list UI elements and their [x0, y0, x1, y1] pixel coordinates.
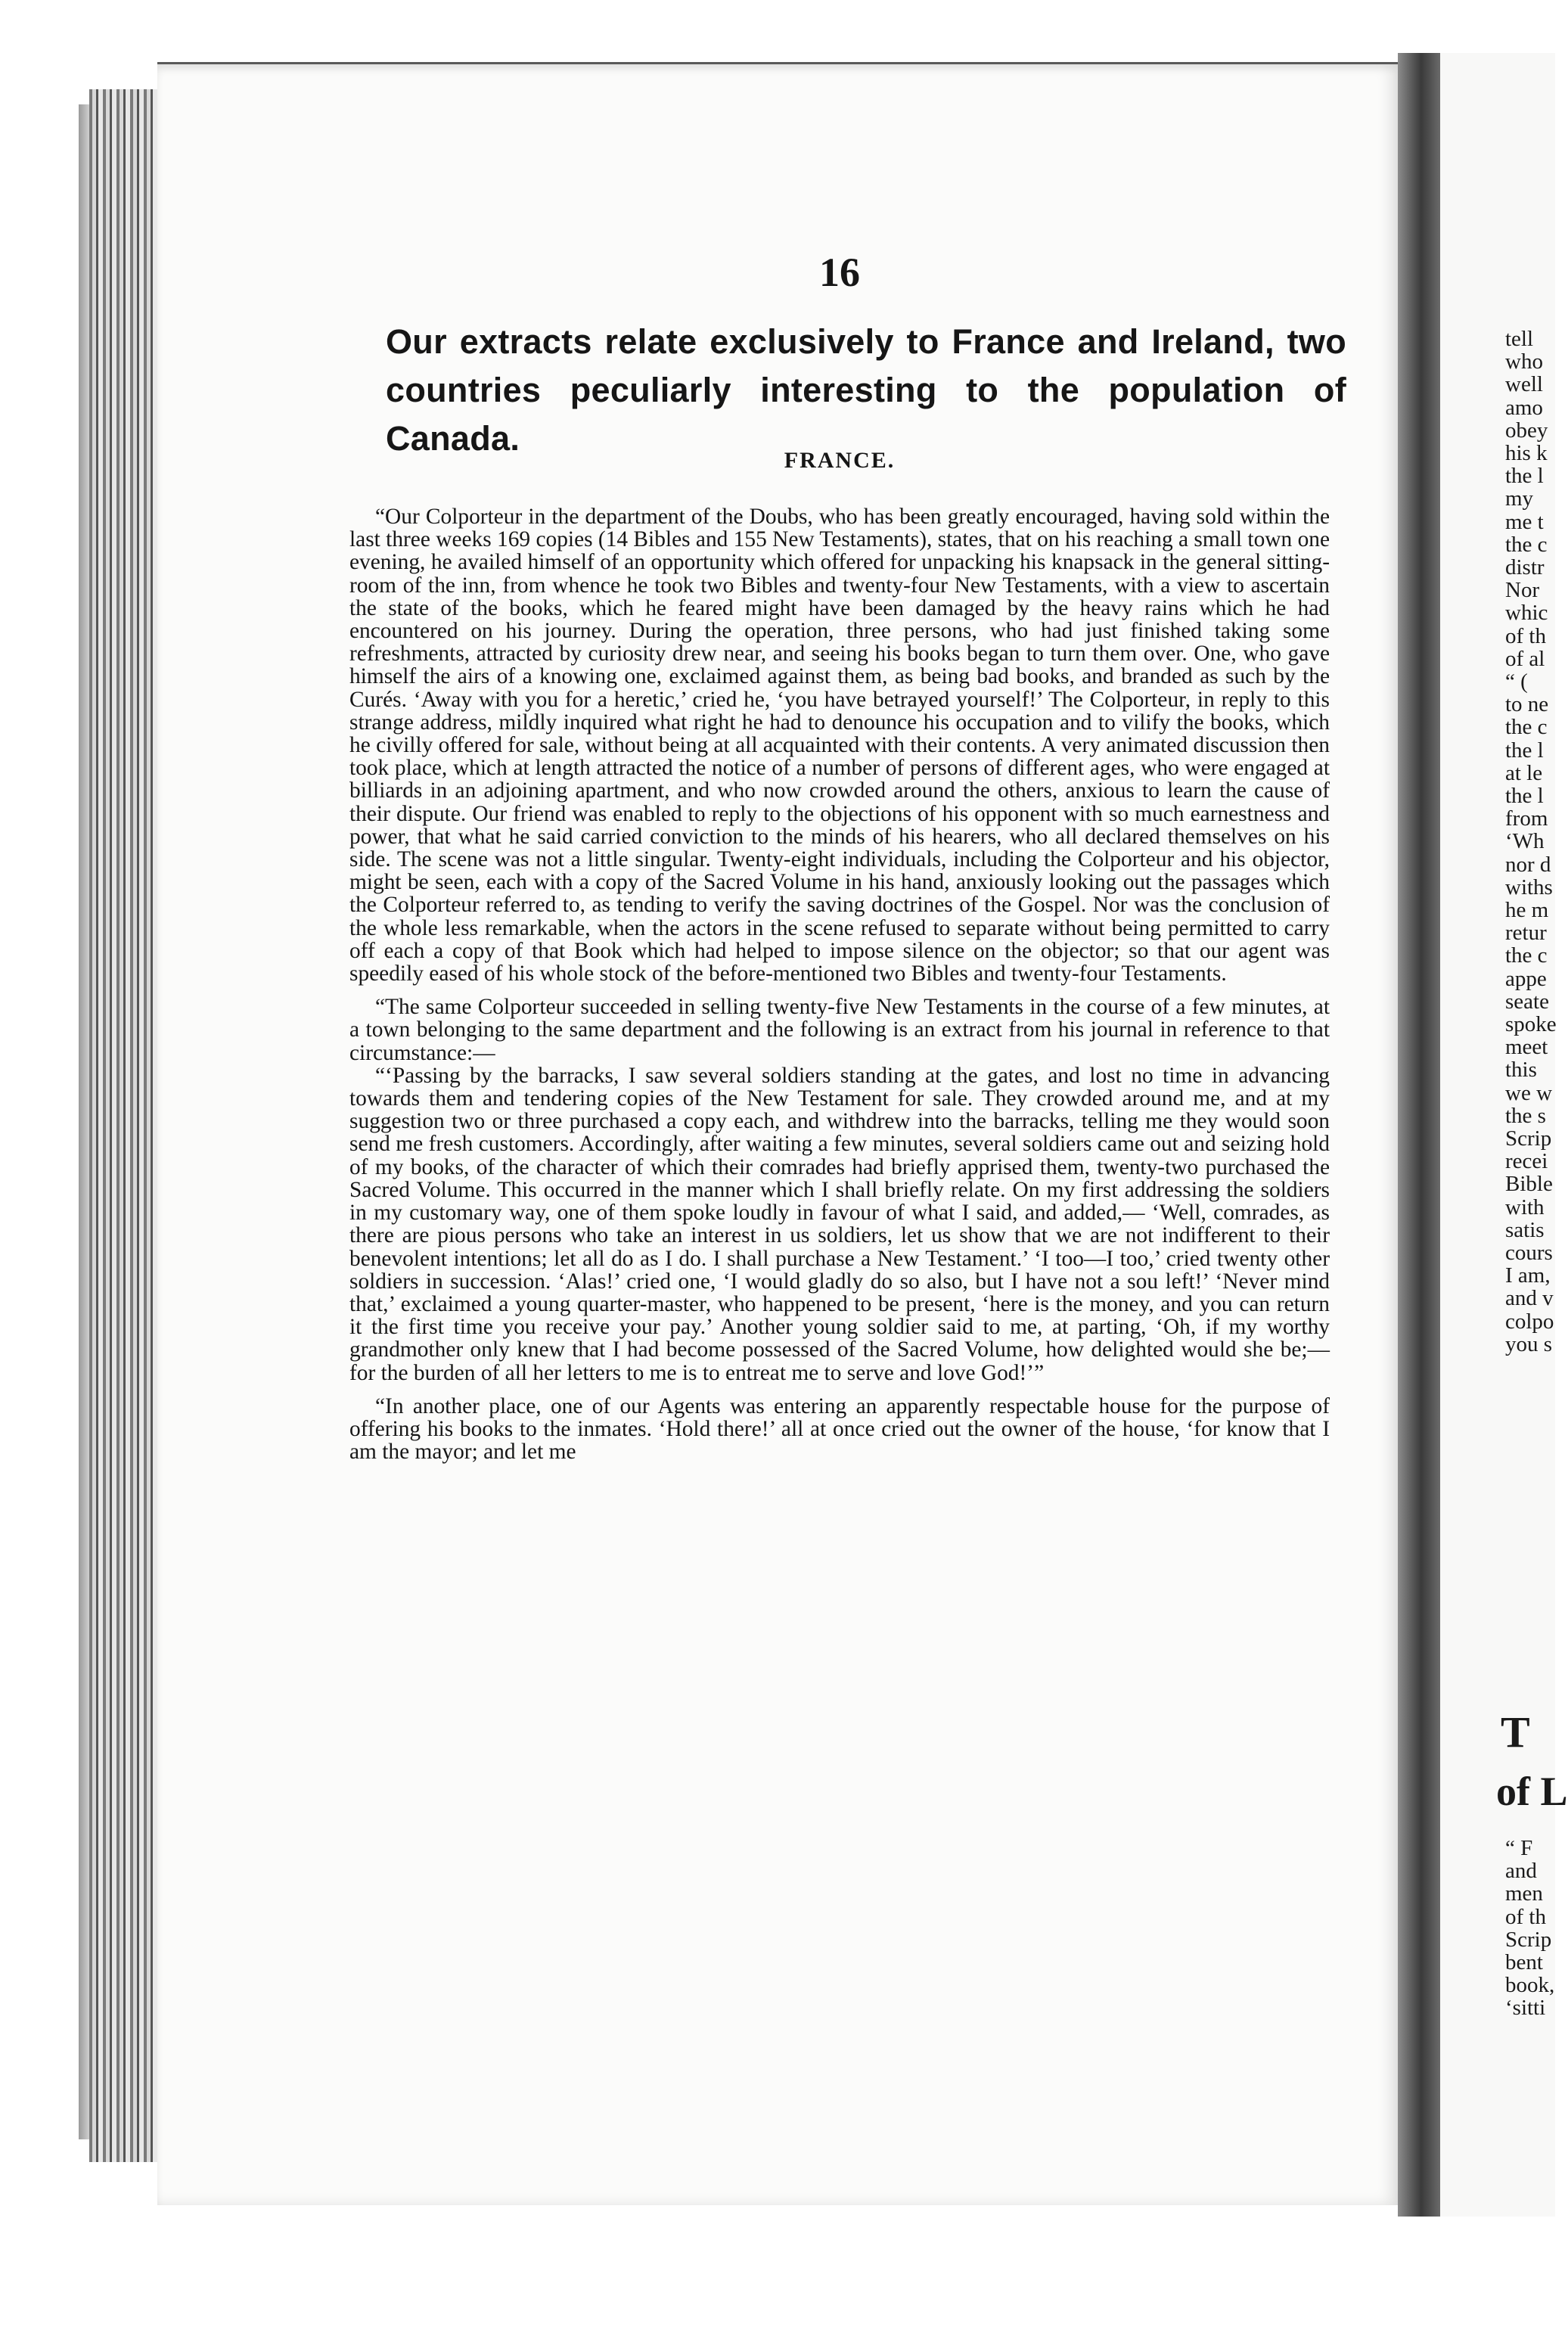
- facing-page-line: Bible: [1505, 1172, 1553, 1197]
- facing-page-line: the l: [1505, 464, 1544, 489]
- facing-page-line: withs: [1505, 875, 1553, 899]
- facing-page-line: amo: [1505, 395, 1543, 420]
- facing-page-line: with: [1505, 1195, 1545, 1219]
- facing-page-line: of th: [1505, 1904, 1546, 1929]
- facing-page-line: retur: [1505, 921, 1547, 946]
- facing-page-line: we w: [1505, 1080, 1553, 1105]
- facing-page-line: meet: [1505, 1035, 1548, 1060]
- facing-page-line: Scrip: [1505, 1126, 1552, 1151]
- facing-page-line: the l: [1505, 784, 1544, 808]
- facing-page-line: whic: [1505, 601, 1548, 626]
- facing-page-line: men: [1505, 1881, 1543, 1906]
- facing-page-line: bent: [1505, 1950, 1543, 1974]
- facing-page-line: from: [1505, 806, 1548, 831]
- facing-page-line: who: [1505, 350, 1543, 374]
- facing-page-heading: T: [1501, 1707, 1530, 1757]
- facing-page-line: the c: [1505, 532, 1548, 557]
- facing-page-line: book,: [1505, 1973, 1555, 1998]
- facing-page-line: colpo: [1505, 1309, 1554, 1334]
- facing-page-line: and v: [1505, 1286, 1554, 1311]
- book-edge: [89, 89, 157, 2162]
- facing-page-line: my: [1505, 486, 1534, 511]
- facing-page-line: cours: [1505, 1241, 1553, 1265]
- facing-page-line: “ (: [1505, 669, 1528, 694]
- paragraph: “‘Passing by the barracks, I saw several soldiers standing at the gates, and lost no time in advancing towards them and tendering copies of the New Testament for sale. They crowded around me, and at my suggestion two or three purchased a copy each, and withdrew into the barracks, telling me they would soon send me fresh customers. Accordingly, after waiting a few minutes, several soldiers came out and seizing hold of my books, of the character of which their comrades had briefly apprised them, twenty-two purchased the Sacred Volume. This occurred in the manner which I shall briefly relate. On my first addressing the soldiers in my customary way, one of them spoke loudly in favour of what I said, and added,— ‘Well, comrades, as there are pious persons who take an interest in us soldiers, let us show that we are not indifferent to their benevolent intentions; let all do as I do. I shall purchase a New Testament.’ ‘I too—I too,’ cried twenty other soldiers in succession. ‘Alas!’ cried one, ‘I would gladly do so also, but I have not a sou left!’ ‘Never mind that,’ exclaimed a young quarter-master, who happened to be present, ‘here is the money, and you can return it the first time you receive your pay.’ Another young soldier said to me, at parting, ‘Oh, if my worthy grandmother only knew that I had become possessed of the Sacred Volume, how delighted would she be;—for the burden of all her letters to me is to entreat me to serve and love God!’”: [349, 1063, 1330, 1385]
- facing-page-line: of th: [1505, 623, 1546, 648]
- paragraph: “In another place, one of our Agents was entering an apparently respectable house for the purpose of offering his books to the inmates. ‘Hold there!’ all at once cried out the owner of the house, ‘for know that I am the mayor; and let me: [349, 1393, 1330, 1465]
- facing-page-line: recei: [1505, 1149, 1548, 1174]
- facing-page-line: the l: [1505, 738, 1544, 763]
- facing-page-line: you s: [1505, 1331, 1553, 1356]
- facing-page-line: and: [1505, 1859, 1537, 1884]
- facing-page-line: to ne: [1505, 692, 1549, 717]
- paragraph: “The same Colporteur succeeded in selling twenty-five New Testaments in the course of a few minutes, at a town belonging to the same department and the following is an extract from his journal in reference to that circumstance:—: [349, 995, 1330, 1065]
- paragraph: “Our Colporteur in the department of the Doubs, who has been greatly encouraged, having sold within the last three weeks 169 copies (14 Bibles and 155 New Testaments), states, that on his reaching a small town one evening, he availed himself of an opportunity which offered for unpacking his knapsack in the general sitting-room of the inn, from whence he took two Bibles and twenty-four New Testaments, with a view to ascertain the state of the books, which he feared might have been damaged by the heavy rains which he had encountered on his journey. During the operation, three persons, who had just finished taking some refreshments, attracted by curiosity drew near, and seeing his books began to turn them over. One, who gave himself the airs of a knowing one, exclaimed against them, as being bad books, and branded as such by the Curés. ‘Away with you for a heretic,’ cried he, ‘you have betrayed yourself!’ The Colporteur, in reply to this strange address, mildly inquired what right he had to denounce his occupation and to vilify the books, which he civilly offered for sale, without being at all acquainted with their contents. A very animated discussion then took place, which at length attracted the notice of a number of persons of different ages, who were engaged at billiards in an adjoining apartment, and who now crowded around the others, anxious to learn the cause of their dispute. Our friend was enabled to reply to the objections of his opponent with so much earnestness and power, that what he said carried conviction to the minds of his hearers, who all declared themselves on his side. The scene was not a little singular. Twenty-eight individuals, including the Colporteur and his objector, might be seen, each with a copy of the Sacred Volume in his hand, anxiously looking out the passages which the Colporteur referred to, as tending to verify the saving doctrines of the Gospel. Nor was the conclusion of the whole less remarkable, when the actors in the scene refused to separate without being permitted to carry off each a copy of that Book which had helped to impose silence on the objector; so that our agent was speedily eased of his whole stock of the before-mentioned two Bibles and twenty-four Testaments.: [349, 505, 1330, 986]
- facing-page-line: distr: [1505, 555, 1545, 579]
- page-number: 16: [819, 250, 860, 295]
- facing-page-line: the c: [1505, 943, 1548, 968]
- facing-page-line: spoke: [1505, 1012, 1557, 1036]
- facing-page-line: his k: [1505, 441, 1548, 465]
- facing-page-line: the s: [1505, 1103, 1546, 1128]
- section-heading: FRANCE.: [784, 448, 896, 473]
- facing-page-line: obey: [1505, 418, 1548, 443]
- facing-page: [1440, 53, 1568, 2217]
- facing-page-line: Nor: [1505, 578, 1540, 603]
- facing-page-line: well: [1505, 372, 1543, 397]
- facing-page-line: me t: [1505, 509, 1544, 534]
- body-text: [349, 505, 1330, 1463]
- facing-page-line: he m: [1505, 898, 1549, 922]
- book-gutter: [1398, 53, 1440, 2217]
- facing-page-line: the c: [1505, 715, 1548, 740]
- facing-page-line: appe: [1505, 966, 1547, 991]
- facing-page-line: I am,: [1505, 1263, 1551, 1288]
- facing-page-line: at le: [1505, 760, 1543, 785]
- facing-page-line: nor d: [1505, 852, 1551, 877]
- intro-heading: Our extracts relate exclusively to France and Ireland, two countries peculiarly interesting to the population of Canada.: [386, 322, 1346, 458]
- facing-page-subheading: of L: [1496, 1769, 1568, 1814]
- facing-page-line: ‘sitti: [1505, 1996, 1546, 2021]
- facing-page-line: of al: [1505, 646, 1545, 671]
- facing-page-line: tell: [1505, 327, 1534, 351]
- facing-page-line: ‘Wh: [1505, 829, 1545, 854]
- facing-page-line: Scrip: [1505, 1927, 1552, 1952]
- facing-page-line: satis: [1505, 1217, 1545, 1242]
- facing-page-line: “ F: [1505, 1836, 1533, 1860]
- facing-page-line: this: [1505, 1058, 1537, 1083]
- facing-page-line: seate: [1505, 989, 1549, 1014]
